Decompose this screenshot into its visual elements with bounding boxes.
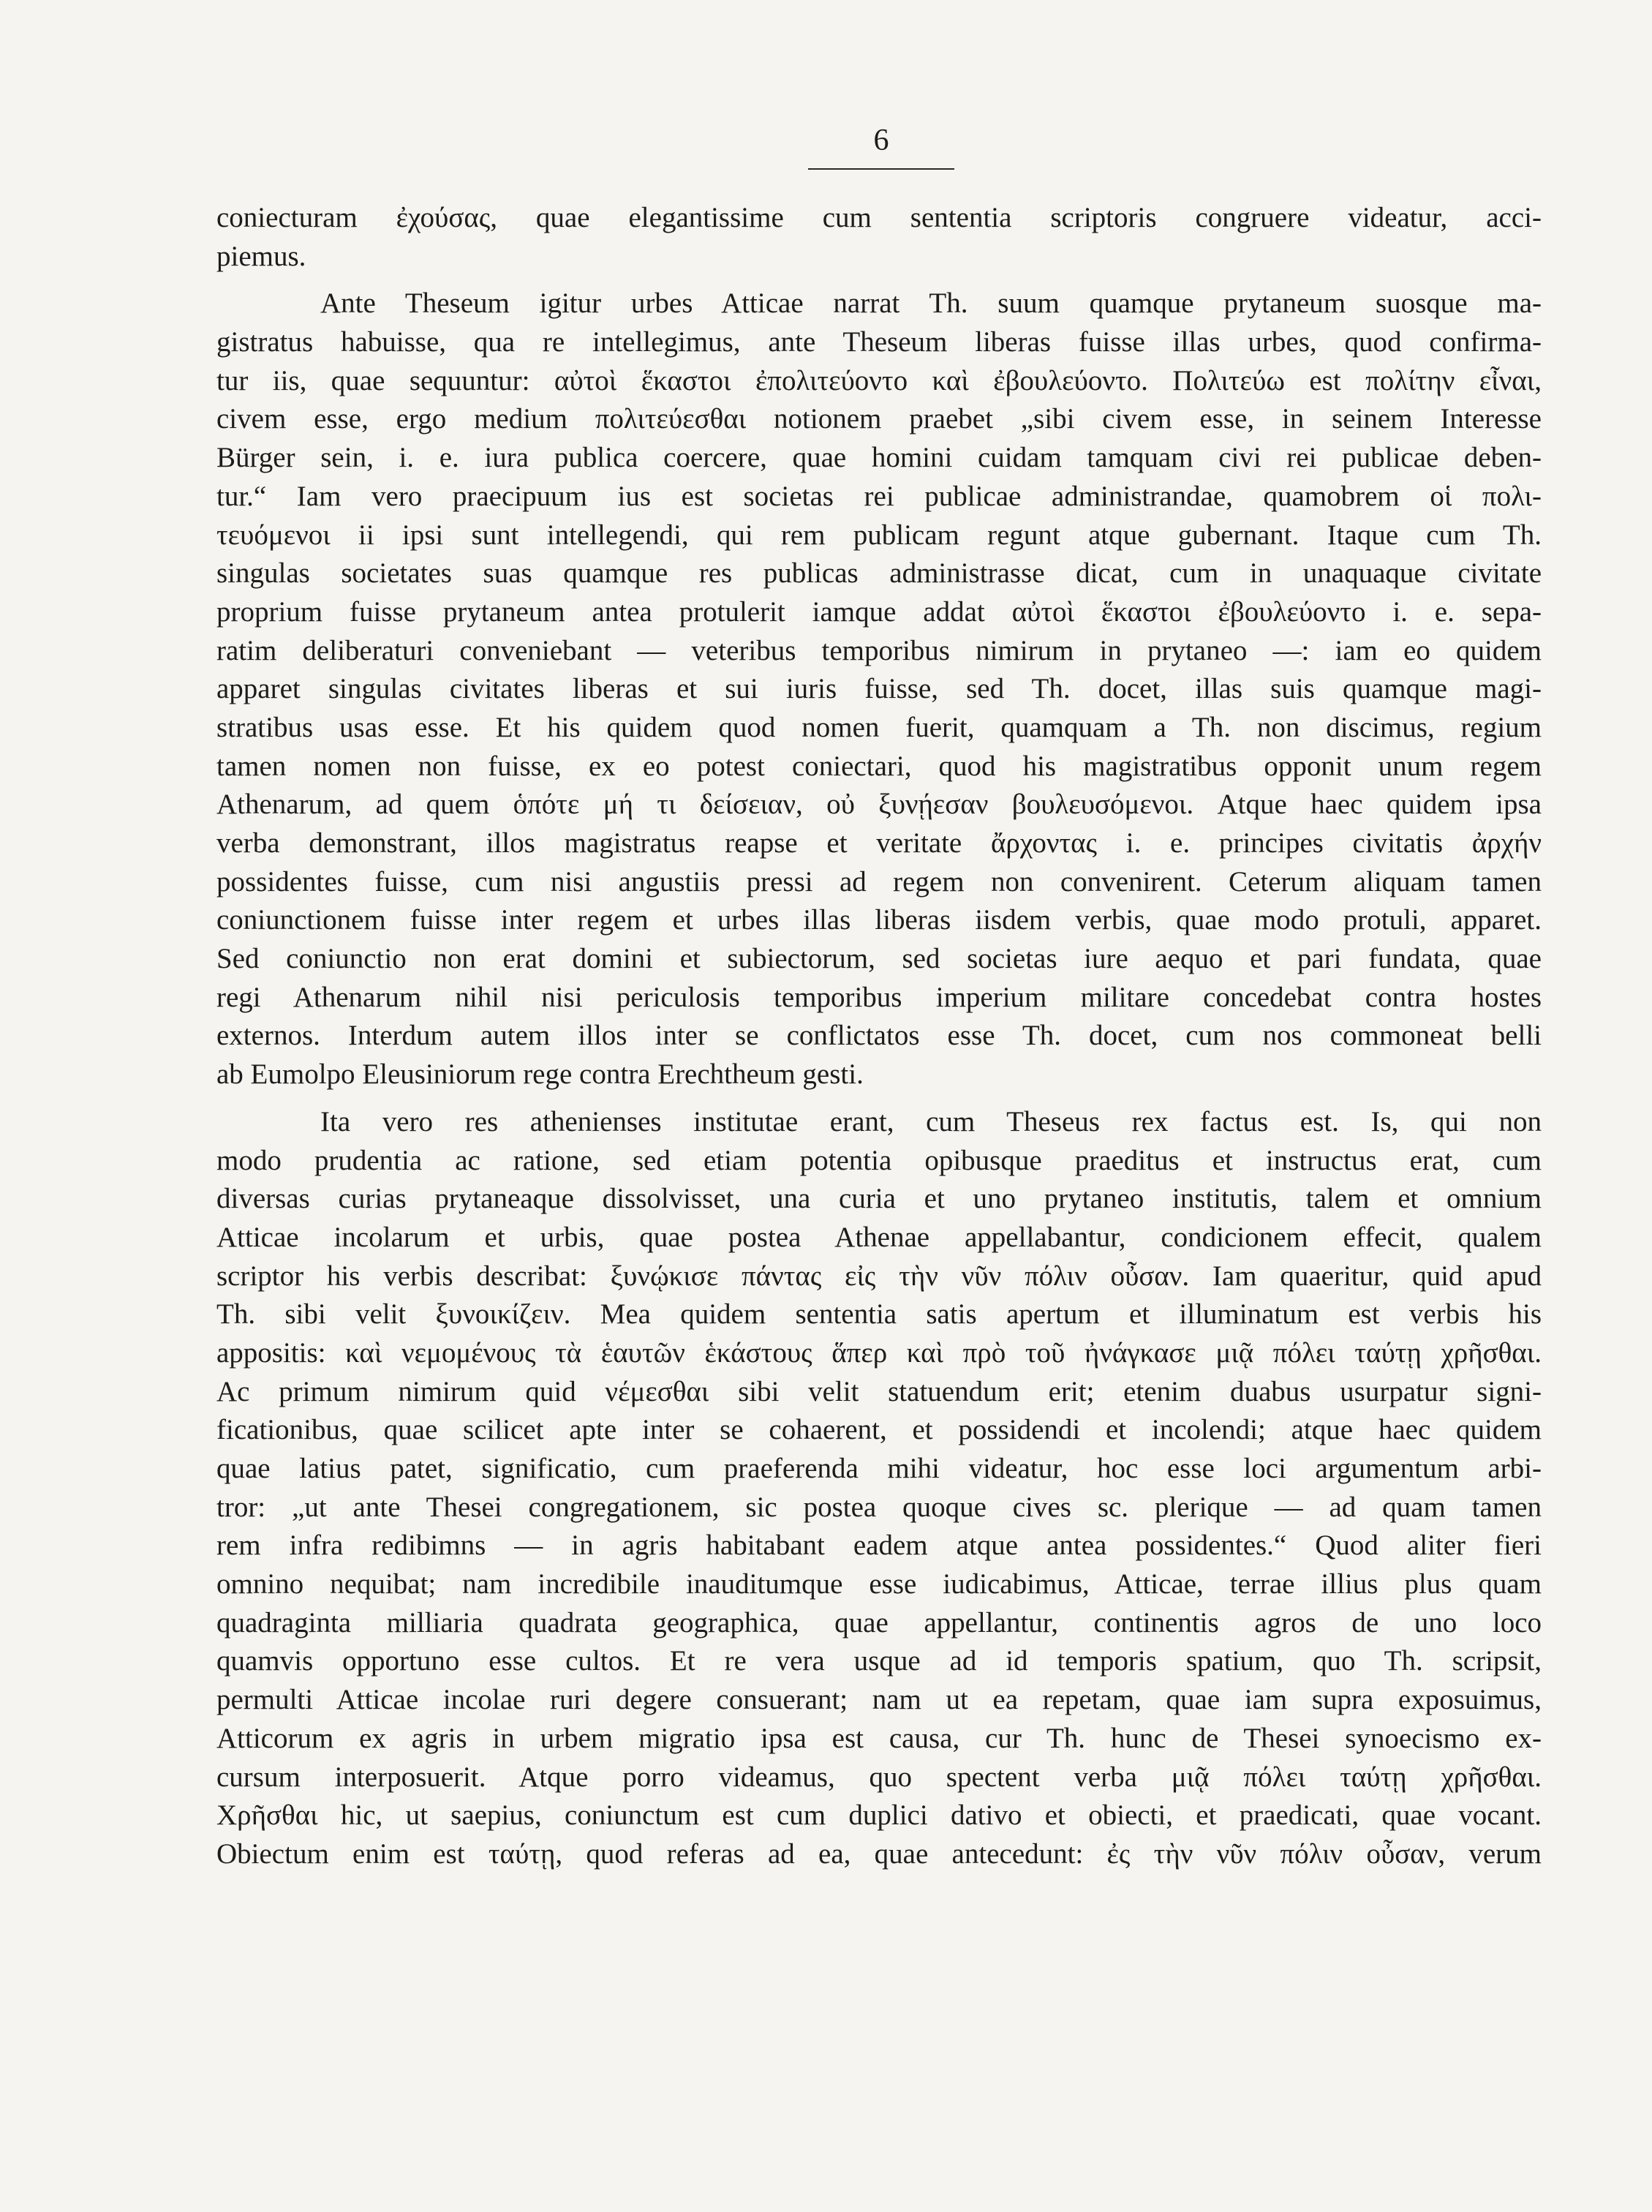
text-line: quamvis opportuno esse cultos. Et re vera usque ad id temporis spatium, quo Th. scripsit, [216, 1645, 1542, 1677]
text-line: coniecturam ἐχούσας, quae elegantissime cum sententia scriptoris congruere videatur, acci- [216, 202, 1542, 233]
text-line: singulas societates suas quamque res publicas administrasse dicat, cum in unaquaque civitate [216, 557, 1542, 590]
text-line: Obiectum enim est ταύτῃ, quod referas ad ea, quae antecedunt: ἐς τὴν νῦν πόλιν οὖσαν, verum [216, 1837, 1542, 1870]
text-line: cursum interposuerit. Atque porro videamus, quo spectent verba μιᾷ πόλει ταύτῃ χρῆσθαι. [216, 1761, 1542, 1793]
text-line: modo prudentia ac ratione, sed etiam potentia opibusque praeditus et instructus erat, cum [216, 1144, 1542, 1176]
page-number-rule [808, 168, 954, 170]
text-line: Sed coniunctio non erat domini et subiectorum, sed societas iure aequo et pari fundata, quae [216, 943, 1542, 975]
text-line: appositis: καὶ νεμομένους τὰ ἑαυτῶν ἑκάστους ἅπερ καὶ πρὸ τοῦ ἠνάγκασε μιᾷ πόλει ταύτῃ χρῆσθαι. [216, 1336, 1542, 1369]
text-line: Bürger sein, i. e. iura publica coercere, quae homini cuidam tamquam civi rei publicae deben- [216, 442, 1542, 474]
text-line: scriptor his verbis describat: ξυνῴκισε πάντας εἰς τὴν νῦν πόλιν οὖσαν. Iam quaeritur, quid apud [216, 1260, 1542, 1292]
text-line: apparet singulas civitates liberas et sui iuris fuisse, sed Th. docet, illas suis quamque magi- [216, 673, 1542, 705]
text-line: τευόμενοι ii ipsi sunt intellegendi, qui rem publicam regunt atque gubernant. Itaque cum Th. [216, 519, 1542, 551]
paragraph-2 [216, 285, 1542, 1094]
text-line: verba demonstrant, illos magistratus reapse et veritate ἄρχοντας i. e. principes civitatis ἀρχήν [216, 827, 1542, 859]
text-line: diversas curias prytaneaque dissolvisset, una curia et uno prytaneo institutis, talem et omnium [216, 1183, 1542, 1215]
text-line: regi Athenarum nihil nisi periculosis temporibus imperium militare concedebat contra hostes [216, 981, 1542, 1013]
text-line: tror: „ut ante Thesei congregationem, sic postea quoque cives sc. plerique — ad quam tamen [216, 1491, 1542, 1523]
page-number: 6 [873, 124, 889, 157]
text-line: quadraginta milliaria quadrata geographica, quae appellantur, continentis agros de uno loco [216, 1606, 1542, 1639]
text-line: possidentes fuisse, cum nisi angustiis pressi ad regem non convenirent. Ceterum aliquam tamen [216, 865, 1542, 898]
text-line: Ita vero res athenienses institutae erant, cum Theseus rex factus est. Is, qui non [320, 1105, 1542, 1137]
text-line: Ac primum nimirum quid νέμεσθαι sibi velit statuendum erit; etenim duabus usurpatur signi- [216, 1375, 1542, 1407]
text-line: piemus. [216, 240, 306, 272]
text-line: Atticorum ex agris in urbem migratio ipsa est causa, cur Th. hunc de Thesei synoecismo ex- [216, 1722, 1542, 1754]
text-line: Th. sibi velit ξυνοικίζειν. Mea quidem sententia satis apertum et illuminatum est verbis his [216, 1298, 1542, 1331]
text-line: tur.“ Iam vero praecipuum ius est societas rei publicae administrandae, quamobrem οἱ πολι- [216, 480, 1542, 512]
text-line: ab Eumolpo Eleusiniorum rege contra Erechtheum gesti. [216, 1058, 864, 1091]
text-line: Athenarum, ad quem ὁπότε μή τι δείσειαν, οὐ ξυνῄεσαν βουλευσόμενοι. Atque haec quidem ipsa [216, 789, 1542, 821]
paragraph-1 [216, 199, 1542, 276]
text-line: tur iis, quae sequuntur: αὐτοὶ ἕκαστοι ἐπολιτεύοντο καὶ ἐβουλεύοντο. Πολιτεύω est πολίτην εἶναι, [216, 364, 1542, 396]
text-line: externos. Interdum autem illos inter se conflictatos esse Th. docet, cum nos commoneat belli [216, 1020, 1542, 1052]
body-text [216, 199, 1542, 1874]
paragraph-3 [216, 1103, 1542, 1874]
text-line: civem esse, ergo medium πολιτεύεσθαι notionem praebet „sibi civem esse, in seinem Interesse [216, 403, 1542, 435]
text-line: proprium fuisse prytaneum antea protulerit iamque addat αὐτοὶ ἕκαστοι ἐβουλεύοντο i. e. sepa- [216, 595, 1542, 628]
text-line: stratibus usas esse. Et his quidem quod nomen fuerit, quamquam a Th. non discimus, regium [216, 711, 1542, 743]
text-line: permulti Atticae incolae ruri degere consuerant; nam ut ea repetam, quae iam supra exposuimus, [216, 1684, 1542, 1716]
text-line: rem infra redibimns — in agris habitabant eadem atque antea possidentes.“ Quod aliter fieri [216, 1530, 1542, 1562]
text-line: omnino nequibat; nam incredibile inauditumque esse iudicabimus, Atticae, terrae illius plus quam [216, 1568, 1542, 1600]
text-line: Atticae incolarum et urbis, quae postea Athenae appellabantur, condicionem effecit, qualem [216, 1221, 1542, 1253]
text-line: quae latius patet, significatio, cum praeferenda mihi videatur, hoc esse loci argumentum arbi- [216, 1453, 1542, 1484]
text-line: ficationibus, quae scilicet apte inter se cohaerent, et possidendi et incolendi; atque haec quidem [216, 1414, 1542, 1446]
text-line: gistratus habuisse, qua re intellegimus, ante Theseum liberas fuisse illas urbes, quod confirma- [216, 326, 1542, 358]
text-line: coniunctionem fuisse inter regem et urbes illas liberas iisdem verbis, quae modo protuli, apparet. [216, 904, 1542, 936]
text-line: Χρῆσθαι hic, ut saepius, coniunctum est cum duplici dativo et obiecti, et praedicati, quae vocant. [216, 1799, 1542, 1832]
text-line: Ante Theseum igitur urbes Atticae narrat Th. suum quamque prytaneum suosque ma- [320, 287, 1542, 320]
text-line: ratim deliberaturi conveniebant — veteribus temporibus nimirum in prytaneo —: iam eo quidem [216, 634, 1542, 666]
text-line: tamen nomen non fuisse, ex eo potest coniectari, quod his magistratibus opponit unum regem [216, 750, 1542, 782]
